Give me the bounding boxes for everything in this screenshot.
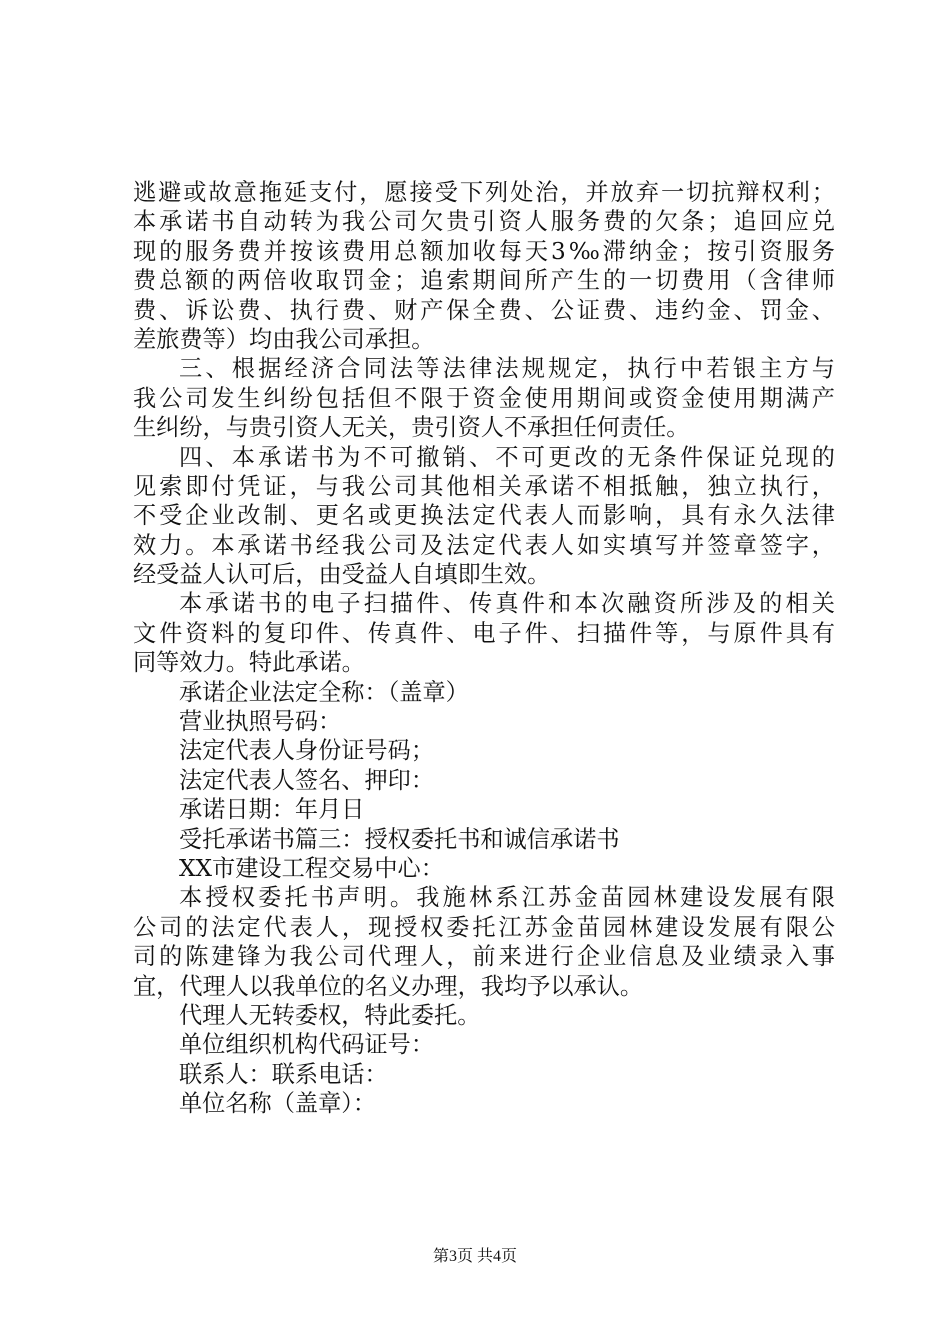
paragraph-start-line: 本授权委托书声明。我施林系江苏金苗园林建设发展有限: [179, 884, 835, 912]
body-line: 现的服务费并按该费用总额加收每天3‰滞纳金；按引资服务: [133, 237, 835, 265]
addressee: XX市建设工程交易中心：: [179, 854, 444, 882]
body-line: 宜，代理人以我单位的名义办理，我均予以承认。: [133, 972, 644, 1000]
body-line: 司的陈建锋为我公司代理人，前来进行企业信息及业绩录入事: [133, 943, 835, 971]
body-line: 见索即付凭证，与我公司其他相关承诺不相抵触，独立执行，: [133, 472, 835, 500]
body-line: 经受益人认可后，由受益人自填即生效。: [133, 561, 551, 589]
body-line: 公司的法定代表人，现授权委托江苏金苗园林建设发展有限公: [133, 913, 835, 941]
body-line: 逃避或故意拖延支付，愿接受下列处治，并放弃一切抗辩权利；: [133, 179, 835, 206]
document-body: [133, 178, 835, 1119]
commitment-date-field: 承诺日期：年月日: [179, 796, 365, 824]
rep-id-field: 法定代表人身份证号码；: [179, 737, 435, 765]
unit-name-field: 单位名称（盖章）：: [179, 1090, 377, 1118]
body-line: 文件资料的复印件、传真件、电子件、扫描件等，与原件具有: [133, 619, 835, 647]
body-line: 代理人无转委权，特此委托。: [179, 1001, 481, 1029]
rep-signature-field: 法定代表人签名、押印：: [179, 766, 435, 794]
body-line: 同等效力。特此承诺。: [133, 649, 365, 677]
clause-three-line: 三、根据经济合同法等法律法规规定，执行中若银主方与: [179, 355, 835, 383]
org-code-field: 单位组织机构代码证号：: [179, 1031, 435, 1059]
body-line: 效力。本承诺书经我公司及法定代表人如实填写并签章签字，: [133, 531, 835, 559]
body-line: 不受企业改制、更名或更换法定代表人而影响，具有永久法律: [133, 502, 835, 530]
section-heading: 受托承诺书篇三：授权委托书和诚信承诺书: [179, 825, 620, 853]
body-line: 本承诺书自动转为我公司欠贵引资人服务费的欠条；追回应兑: [133, 208, 835, 236]
contact-field: 联系人：联系电话：: [179, 1060, 388, 1088]
paragraph-start-line: 本承诺书的电子扫描件、传真件和本次融资所涉及的相关: [179, 590, 835, 618]
body-line: 生纠纷，与贵引资人无关，贵引资人不承担任何责任。: [133, 414, 690, 442]
body-line: 我公司发生纠纷包括但不限于资金使用期间或资金使用期满产: [133, 384, 835, 412]
page-number: 第3页 共4页: [432, 1248, 517, 1265]
body-line: 费、诉讼费、执行费、财产保全费、公证费、违约金、罚金、: [133, 296, 835, 324]
body-line: 费总额的两倍收取罚金；追索期间所产生的一切费用（含律师: [133, 267, 835, 295]
license-number-field: 营业执照号码：: [179, 708, 342, 736]
company-name-field: 承诺企业法定全称：（盖章）: [179, 678, 469, 706]
clause-four-line: 四、本承诺书为不可撤销、不可更改的无条件保证兑现的: [179, 443, 835, 471]
body-line: 差旅费等）均由我公司承担。: [133, 325, 435, 353]
